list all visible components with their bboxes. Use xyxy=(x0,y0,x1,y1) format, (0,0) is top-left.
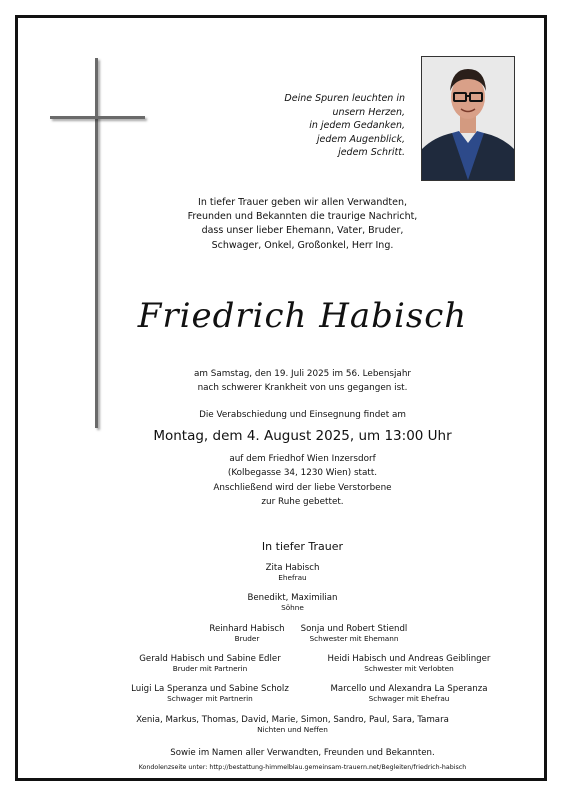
place-line: zur Ruhe gebettet. xyxy=(261,496,344,507)
mourner-sons: Benedikt, Maximilian Söhne xyxy=(247,593,338,612)
closing-text: Sowie im Namen aller Verwandten, Freunden und Bekannten. xyxy=(170,748,435,758)
intro-text xyxy=(20,196,565,253)
mourner-heidi: Heidi Habisch und Andreas Geiblinger Schwester mit Verlobten xyxy=(327,654,491,673)
poem-line: jedem Augenblick, xyxy=(316,133,405,145)
mourner-zita: Zita Habisch Ehefrau xyxy=(265,563,320,582)
ceremony-date: Montag, dem 4. August 2025, um 13:00 Uhr xyxy=(153,428,452,444)
mourner-gerald: Gerald Habisch und Sabine Edler Bruder mit Partnerin xyxy=(139,654,281,673)
place-line: (Kolbegasse 34, 1230 Wien) statt. xyxy=(227,468,378,479)
poem-text xyxy=(284,92,405,160)
deceased-portrait-photo xyxy=(421,56,515,181)
poem-line: in jedem Gedanken, xyxy=(309,120,405,131)
poem-line: Deine Spuren leuchten in xyxy=(284,93,405,104)
mourner-marcello: Marcello und Alexandra La Speranza Schwager mit Ehefrau xyxy=(330,684,488,703)
deceased-name: Friedrich Habisch xyxy=(137,296,468,336)
mourners-heading: In tiefer Trauer xyxy=(261,540,344,553)
death-line: am Samstag, den 19. Juli 2025 im 56. Lebensjahr xyxy=(193,369,412,379)
farewell-text: Die Verabschiedung und Einsegnung findet am xyxy=(199,410,406,420)
intro-line: In tiefer Trauer geben wir allen Verwandten, xyxy=(198,197,407,208)
place-line: auf dem Friedhof Wien Inzersdorf xyxy=(229,454,376,464)
mourner-reinhard: Reinhard Habisch Bruder xyxy=(209,624,285,643)
condolence-url: Kondolenzseite unter: http://bestattung-himmelblau.gemeinsam-trauern.net/Begleiten/friedrich-habisch xyxy=(138,764,467,771)
mourner-nephews: Xenia, Markus, Thomas, David, Marie, Simon, Sandro, Paul, Sara, Tamara Nichten und Neffen xyxy=(136,715,449,734)
mourner-sonja: Sonja und Robert Stiendl Schwester mit Ehemann xyxy=(300,624,408,643)
intro-line: dass unser lieber Ehemann, Vater, Bruder, xyxy=(201,225,404,237)
cross-horizontal-bar xyxy=(50,116,145,119)
intro-line: Freunden und Bekannten die traurige Nachricht, xyxy=(187,211,418,223)
mourner-luigi: Luigi La Speranza und Sabine Scholz Schwager mit Partnerin xyxy=(131,684,289,703)
place-line: Anschließend wird der liebe Verstorbene xyxy=(213,482,392,493)
intro-line: Schwager, Onkel, Großonkel, Herr Ing. xyxy=(211,239,394,251)
poem-line: jedem Schritt. xyxy=(338,147,405,158)
death-notice-text xyxy=(20,368,565,395)
death-line: nach schwerer Krankheit von uns gegangen ist. xyxy=(197,382,408,393)
poem-line: unsern Herzen, xyxy=(332,106,405,118)
ceremony-place xyxy=(20,452,565,509)
